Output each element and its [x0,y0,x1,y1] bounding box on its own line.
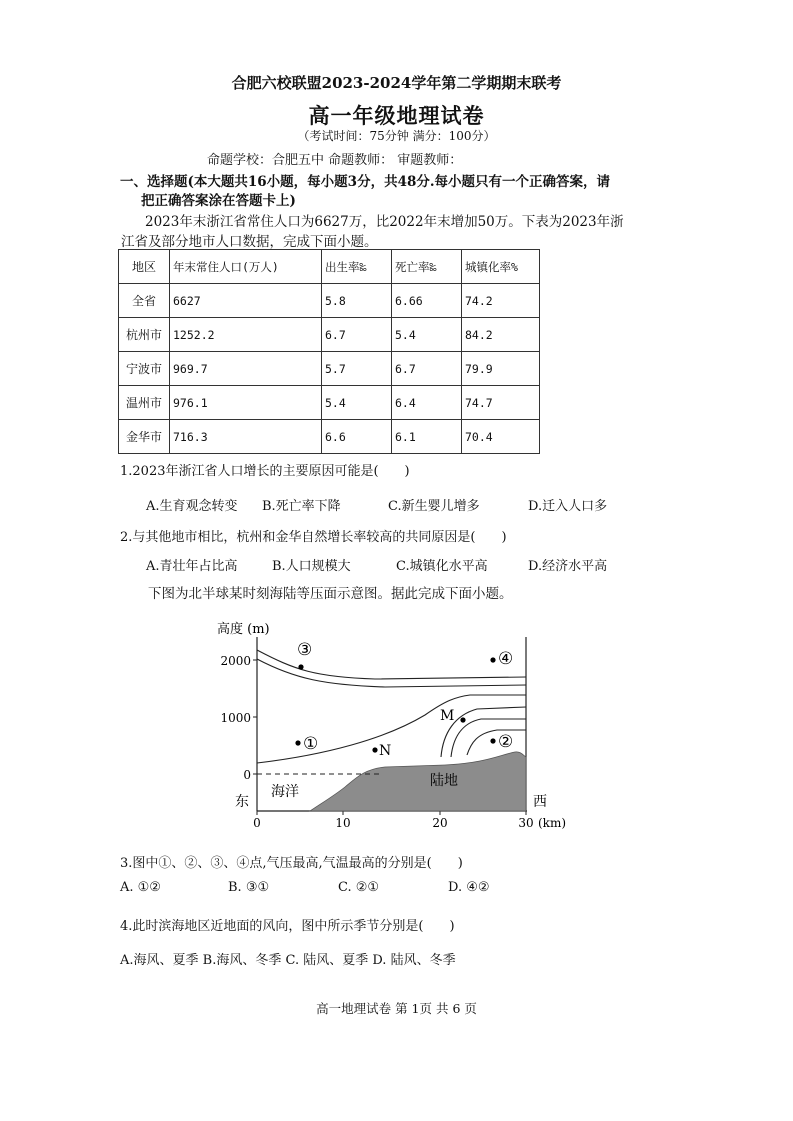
table-header-cell: 城镇化率% [462,250,540,284]
question-2-stem: 2.与其他地市相比，杭州和金华自然增长率较高的共同原因是( ) [120,530,507,545]
point-n-dot [372,747,377,752]
table-cell: 6.4 [392,386,462,420]
table-cell: 5.4 [322,386,392,420]
question-3-option-b: B. ③① [228,880,270,895]
table-row [119,386,540,420]
passage1-line2: 江省及部分地市人口数据，完成下面小题。 [121,234,378,250]
question-2-option-c: C.城镇化水平高 [396,559,488,574]
table-row [119,318,540,352]
point-4-label: ④ [498,649,514,669]
setter-info: 命题学校：合肥五中 命题教师： 审题教师： [207,153,463,168]
table-cell: 杭州市 [119,318,170,352]
table-cell: 5.8 [322,284,392,318]
table-cell: 969.7 [170,352,322,386]
isobar-diagram [215,615,585,835]
table-header-cell: 死亡率‰ [392,250,462,284]
table-cell: 79.9 [462,352,540,386]
point-m-dot [460,717,465,722]
table-cell: 全省 [119,284,170,318]
question-1-option-c: C.新生婴儿增多 [388,499,480,514]
page-footer: 高一地理试卷 第 1页 共 6 页 [316,1001,477,1016]
point-4-dot [490,657,495,662]
isobar-lower-4 [467,730,526,755]
question-3-option-d: D. ④② [448,880,490,895]
question-1-option-a: A.生育观念转变 [146,499,238,514]
question-3-stem: 3.图中①、②、③、④点,气压最高,气温最高的分别是( ) [120,856,463,871]
y-tick-label: 1000 [220,711,251,725]
land-shape [310,752,526,811]
question-1-option-d: D.迁入人口多 [528,499,608,514]
table-cell: 6.6 [322,420,392,454]
x-tick-label: 30 [518,816,534,830]
point-2-label: ② [498,732,514,752]
question-1-option-b: B.死亡率下降 [262,499,341,514]
table-cell: 6.66 [392,284,462,318]
question-3-option-c: C. ②① [338,880,380,895]
y-axis-label: 高度 (m) [217,622,270,637]
x-tick-label: 20 [432,816,448,830]
east-label: 东 [235,794,249,810]
sea-label: 海洋 [271,784,299,800]
land-label: 陆地 [430,773,458,789]
exam-title: 高一年级地理试卷 [308,103,485,128]
table-header-cell: 出生率‰ [322,250,392,284]
exam-series-title: 合肥六校联盟2023-2024学年第二学期期末联考 [231,74,562,92]
table-cell: 74.7 [462,386,540,420]
isobar-lower-1 [257,695,526,763]
point-1-dot [295,740,300,745]
table-cell: 6.7 [322,318,392,352]
table-header-cell: 年末常住人口(万人) [170,250,322,284]
table-row [119,284,540,318]
table-cell: 5.7 [322,352,392,386]
question-3-option-a: A. ①② [120,880,161,895]
table-cell: 6.1 [392,420,462,454]
table-cell: 976.1 [170,386,322,420]
table-cell: 温州市 [119,386,170,420]
point-1-label: ① [303,734,319,754]
table-cell: 716.3 [170,420,322,454]
exam-info: （考试时间：75分钟 满分：100分） [297,129,496,143]
isobar-upper-2 [257,659,526,687]
table-row [119,420,540,454]
x-tick-label: 10 [335,816,351,830]
section-heading-cont: 把正确答案涂在答题卡上) [141,193,296,209]
y-tick-label: 0 [243,768,251,782]
table-cell: 6.7 [392,352,462,386]
table-row [119,352,540,386]
y-tick-label: 2000 [220,654,251,668]
table-cell: 宁波市 [119,352,170,386]
table-cell: 6627 [170,284,322,318]
isobar-lower-3 [451,719,526,757]
question-1-stem: 1.2023年浙江省人口增长的主要原因可能是( ) [120,464,410,479]
point-3-label: ③ [297,640,313,660]
x-tick-label: 0 [253,816,261,830]
west-label: 西 [533,794,547,810]
passage2: 下图为北半球某时刻海陆等压面示意图。据此完成下面小题。 [148,586,513,602]
table-header-row [119,250,540,284]
point-3-dot [298,664,303,669]
table-cell: 70.4 [462,420,540,454]
point-n-label: N [379,743,392,759]
table-cell: 84.2 [462,318,540,352]
section-heading: 一、选择题(本大题共16小题，每小题3分，共48分.每小题只有一个正确答案，请 [120,174,611,190]
x-unit-label: (km) [538,816,567,830]
question-4-stem: 4.此时滨海地区近地面的风向，图中所示季节分别是( ) [120,919,455,934]
point-2-dot [490,738,495,743]
table-cell: 74.2 [462,284,540,318]
population-table [118,249,540,454]
question-2-option-d: D.经济水平高 [528,559,608,574]
question-2-option-a: A.青壮年占比高 [146,559,238,574]
question-2-option-b: B.人口规模大 [272,559,351,574]
table-cell: 金华市 [119,420,170,454]
question-4-options: A.海风、夏季 B.海风、冬季 C. 陆风、夏季 D. 陆风、冬季 [120,953,456,968]
table-header-cell: 地区 [119,250,170,284]
table-cell: 1252.2 [170,318,322,352]
table-cell: 5.4 [392,318,462,352]
point-m-label: M [440,708,455,724]
passage1-line1: 2023年末浙江省常住人口为6627万，比2022年末增加50万。下表为2023年浙 [145,214,624,230]
